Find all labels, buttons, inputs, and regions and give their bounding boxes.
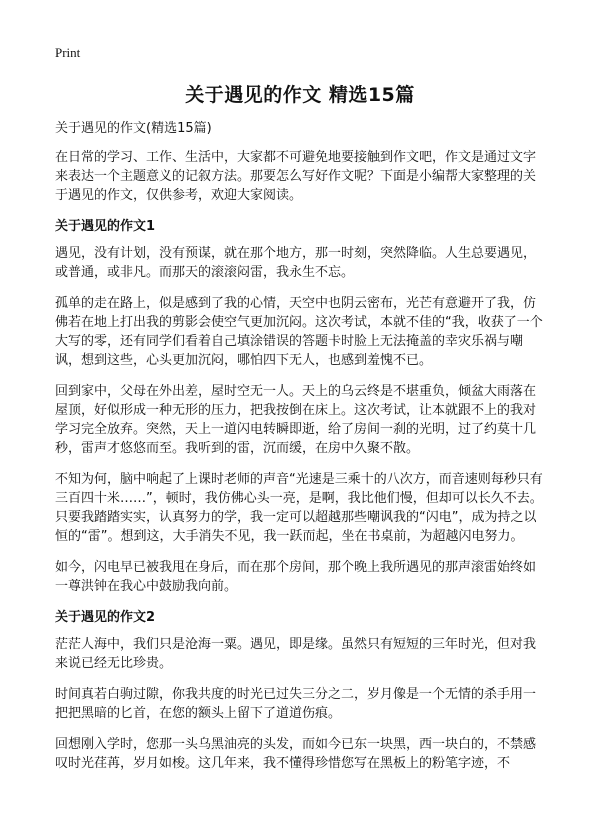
paragraph: 遇见，没有计划，没有预谋，就在那个地方，那一时刻，突然降临。人生总要遇见，或普通，或非凡。而那天的滚滚闷雷，我永生不忘。 bbox=[55, 246, 537, 280]
paragraph: 茫茫人海中，我们只是沧海一粟。遇见，即是缘。虽然只有短短的三年时光，但对我来说已经无比珍贵。 bbox=[55, 637, 537, 671]
article-body bbox=[55, 119, 547, 785]
page-title: 关于遇见的作文 精选15篇 bbox=[185, 84, 415, 106]
section-heading: 关于遇见的作文2 bbox=[55, 610, 156, 625]
paragraph: 孤单的走在路上，似是感到了我的心情，天空中也阴云密布，光芒有意避开了我，仿佛若在地上打出我的剪影会使空气更加沉闷。这次考试，本就不佳的“我，收获了一个大写的零，还有同学们看着自己填涂错误的答题卡时脸上无法掩盖的幸灾乐祸与嘲讽，想到这些，心头更加沉闷，哪怕四下无人，也感到羞愧不已。 bbox=[55, 296, 543, 368]
article-subtitle: 关于遇见的作文(精选15篇) bbox=[55, 121, 212, 136]
paragraph: 不知为何，脑中响起了上课时老师的声音“光速是三乘十的八次方，而音速则每秒只有三百四十米……”，顿时，我仿佛心头一亮，是啊，我比他们慢，但却可以长久不去。只要我踏踏实实，认真努力的学，我一定可以超越那些嘲讽我的“闪电”，成为持之以恒的“雷”。想到这，大手消失不见，我一跃而起，坐在书桌前，为超越闪电努力。 bbox=[55, 472, 543, 544]
paragraph: 如今，闪电早已被我甩在身后，而在那个房间，那个晚上我所遇见的那声滚雷始终如一尊洪钟在我心中鼓励我向前。 bbox=[55, 560, 537, 594]
paragraph: 回想刚入学时，您那一头乌黑油亮的头发，而如今已东一块黑，西一块白的，不禁感叹时光荏苒，岁月如梭。这几年来，我不懂得珍惜您写在黑板上的粉笔字迹，不 bbox=[55, 737, 537, 771]
intro-paragraph: 在日常的学习、工作、生活中，大家都不可避免地要接触到作文吧，作文是通过文字来表达一个主题意义的记叙方法。那要怎么写好作文呢？下面是小编帮大家整理的关于遇见的作文，仅供参考，欢迎大家阅读。 bbox=[55, 150, 537, 203]
print-link[interactable]: Print bbox=[55, 45, 81, 60]
section-heading: 关于遇见的作文1 bbox=[55, 219, 156, 234]
paragraph: 回到家中，父母在外出差，屋时空无一人。天上的乌云终是不堪重负，倾盆大雨落在屋顶，好似形成一种无形的压力，把我按倒在床上。这次考试，让本就跟不上的我对学习完全放弃。突然，天上一道闪电转瞬即逝，给了房间一刹的光明，过了约莫十几秒，雷声才悠悠而至。我听到的雷，沉而缓，在房中久聚不散。 bbox=[55, 384, 537, 456]
paragraph: 时间真若白驹过隙，你我共度的时光已过失三分之二，岁月像是一个无情的杀手用一把把黑暗的匕首，在您的额头上留下了道道伤痕。 bbox=[55, 687, 537, 721]
